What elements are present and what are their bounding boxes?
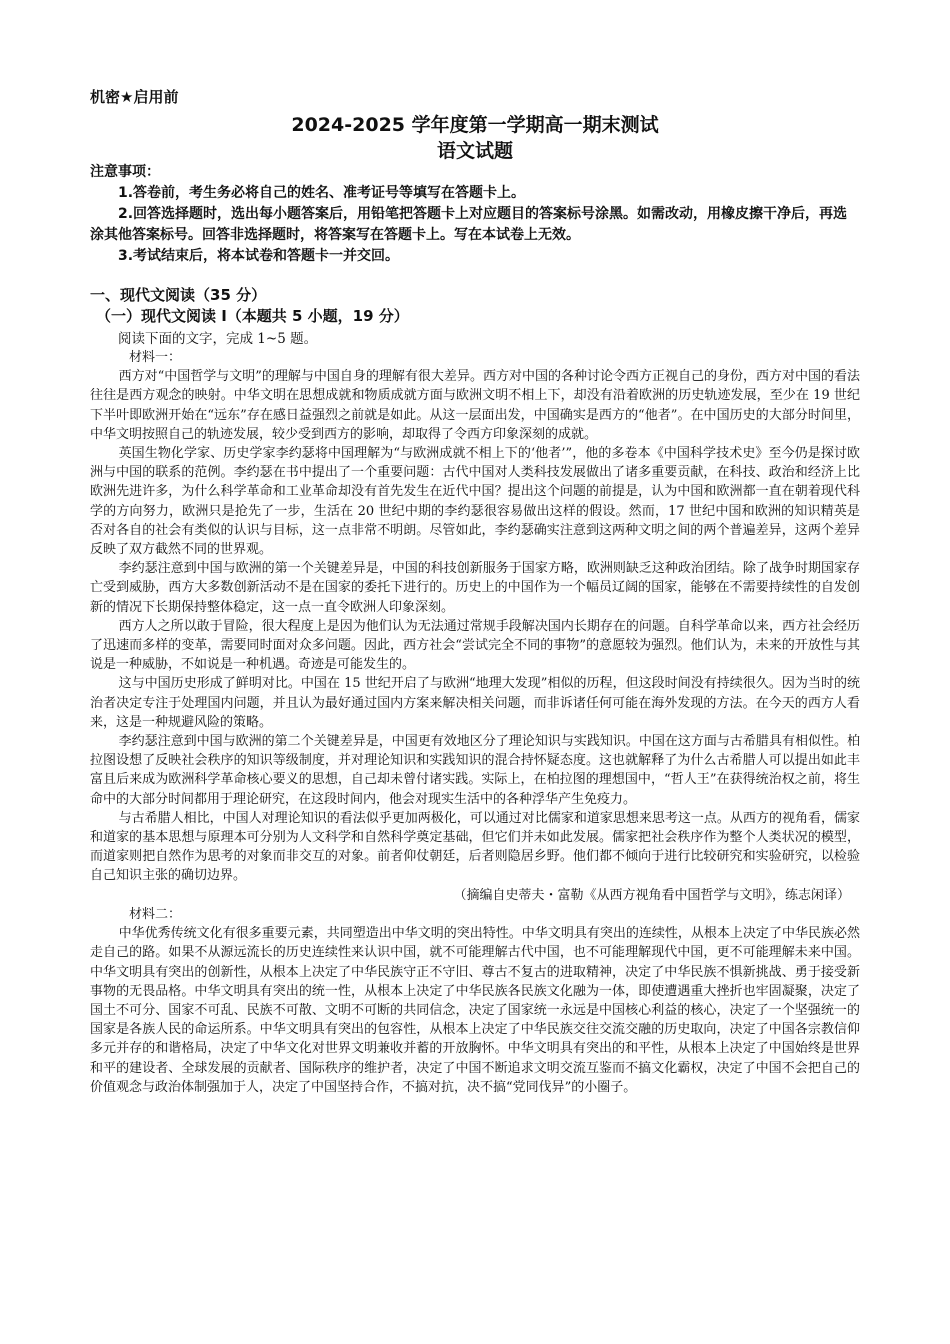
notice-item: 2.回答选择题时，选出每小题答案后，用铅笔把答题卡上对应题目的答案标号涂黑。如需改动，用橡皮擦干净后，再选涂其他答案标号。回答非选择题时，将答案写在答题卡上。写在本试卷上无效。 [90,206,848,243]
material-1-paragraph: 西方人之所以敢于冒险，很大程度上是因为他们认为无法通过常规手段解决国内长期存在的问题。自科学革命以来，西方社会经历了迅速而多样的变革，需要同时面对众多问题。因此，西方社会“尝试完全不同的事物”的意愿较为强烈。他们认为，未来的开放性与其说是一种威胁，不如说是一种机遇。奇迹是可能发生的。 [90,618,860,673]
material-1-paragraph: 李约瑟注意到中国与欧洲的第一个关键差异是，中国的科技创新服务于国家方略，欧洲则缺乏这种政治团结。除了战争时期国家存亡受到威胁，西方大多数创新活动不是在国家的委托下进行的。历史上的中国作为一个幅员辽阔的国家，能够在不需要持续性的自发创新的情况下长期保持整体稳定，这一点一直令欧洲人印象深刻。 [90,561,860,615]
material-1-source: （摘编自史蒂夫・富勒《从西方视角看中国哲学与文明》，练志闲译） [453,887,850,903]
reading-instruction: 阅读下面的文字，完成 1~5 题。 [118,331,318,347]
material-1-paragraph: 英国生物化学家、历史学家李约瑟将中国理解为“与欧洲成就不相上下的‘他者’”，他的多卷本《中国科学技术史》至今仍是探讨欧洲与中国的联系的范例。李约瑟在书中提出了一个重要问题：古代中国对人类科技发展做出了诸多重要贡献，在科技、政治和经济上比欧洲先进许多，为什么科学革命和工业革命却没有首先发生在近代中国？提出这个问题的前提是，认为中国和欧洲都一直在朝着现代科学的方向努力，欧洲只是抢先了一步，生活在 20 世纪中期的李约瑟很容易做出这样的假设。然而，17 世纪中国和欧洲的知识精英是否对各自的社会有类似的认识与目标，这一点非常不明朗。尽管如此，李约瑟确实注意到这两种文明之间的两个普遍差异，这两个差异反映了双方截然不同的世界观。 [90,446,860,558]
notice-item: 1.答卷前，考生务必将自己的姓名、准考证号等填写在答题卡上。 [118,185,526,201]
exam-subtitle: 语文试题 [436,140,513,162]
section-subtitle: （一）现代文阅读 I（本题共 5 小题，19 分） [96,307,409,325]
material-2-label: 材料二： [129,906,182,922]
material-1-paragraph: 与古希腊人相比，中国人对理论知识的看法似乎更加两极化，可以通过对比儒家和道家思想来思考这一点。从西方的视角看，儒家和道家的基本思想与原理本可分别为人文科学和自然科学奠定基础，但它们并未如此发展。儒家把社会秩序作为整个人类状况的模型，而道家则把自然作为思考的对象而非交互的对象。前者仰仗朝廷，后者则隐居乡野。他们都不倾向于进行比较研究和实验研究，以检验自己知识主张的确切边界。 [90,810,860,884]
notice-heading: 注意事项： [90,164,160,180]
material-2-paragraph: 中华优秀传统文化有很多重要元素，共同塑造出中华文明的突出特性。中华文明具有突出的连续性，从根本上决定了中华民族必然走自己的路。如果不从源远流长的历史连续性来认识中国，就不可能理解古代中国，也不可能理解现代中国，更不可能理解未来中国。中华文明具有突出的创新性，从根本上决定了中华民族守正不守旧、尊古不复古的进取精神，决定了中华民族不惧新挑战、勇于接受新事物的无畏品格。中华文明具有突出的统一性，从根本上决定了中华民族各民族文化融为一体，即使遭遇重大挫折也牢固凝聚，决定了国土不可分、国家不可乱、民族不可散、文明不可断的共同信念，决定了国家统一永远是中国核心利益的核心，决定了一个坚强统一的国家是各族人民的命运所系。中华文明具有突出的包容性，从根本上决定了中华民族交往交流交融的历史取向，决定了中国各宗教信仰多元并存的和谐格局，决定了中华文化对世界文明兼收并蓄的开放胸怀。中华文明具有突出的和平性，从根本上决定了中国始终是世界和平的建设者、全球发展的贡献者、国际秩序的维护者，决定了中国不断追求文明交流互鉴而不搞文化霸权，决定了中国不会把自己的价值观念与政治体制强加于人，决定了中国坚持合作，不搞对抗，决不搞“党同伐异”的小圈子。 [90,926,860,1095]
exam-title: 2024-2025 学年度第一学期高一期末测试 [291,114,659,136]
material-1-paragraph: 西方对“中国哲学与文明”的理解与中国自身的理解有很大差异。西方对中国的各种讨论令西方正视自己的身份，西方对中国的看法往往是西方观念的映射。中华文明在思想成就和物质成就方面与欧洲文明不相上下，却没有沿着欧洲的历史轨迹发展，至少在 19 世纪下半叶即欧洲开始在“远东”存在感日益强烈之前就是如此。从这一层面出发，中国确实是西方的“他者”。在中国历史的大部分时间里，中华文明按照自己的轨迹发展，较少受到西方的影响，却取得了令西方印象深刻的成就。 [90,369,860,442]
section-title: 一、现代文阅读（35 分） [90,286,267,304]
notice-item: 3.考试结束后，将本试卷和答题卡一并交回。 [118,248,400,264]
material-1-paragraph: 这与中国历史形成了鲜明对比。中国在 15 世纪开启了与欧洲“地理大发现”相似的历程，但这段时间没有持续很久。因为当时的统治者决定专注于处理国内问题，并且认为最好通过国内方案来解决相关问题，而非诉诸任何可能在海外发现的方法。在今天的西方人看来，这是一种规避风险的策略。 [90,676,860,730]
reading-passage [90,348,860,1097]
material-1-label: 材料一： [129,350,182,365]
material-1-paragraph: 李约瑟注意到中国与欧洲的第二个关键差异是，中国更有效地区分了理论知识与实践知识。中国在这方面与古希腊具有相似性。柏拉图设想了反映社会秩序的知识等级制度，并对理论知识和实践知识的混合持怀疑态度。这也就解释了为什么古希腊人可以提出如此丰富且后来成为欧洲科学革命核心要义的思想，自己却未曾付诸实践。实际上，在柏拉图的理想国中，“哲人王”在获得统治权之前，将生命中的大部分时间都用于理论研究，在这段时间内，他会对现实生活中的各种浮华产生免疫力。 [90,734,860,807]
notice-block [90,162,860,267]
confidential-mark: 机密★启用前 [90,88,179,106]
